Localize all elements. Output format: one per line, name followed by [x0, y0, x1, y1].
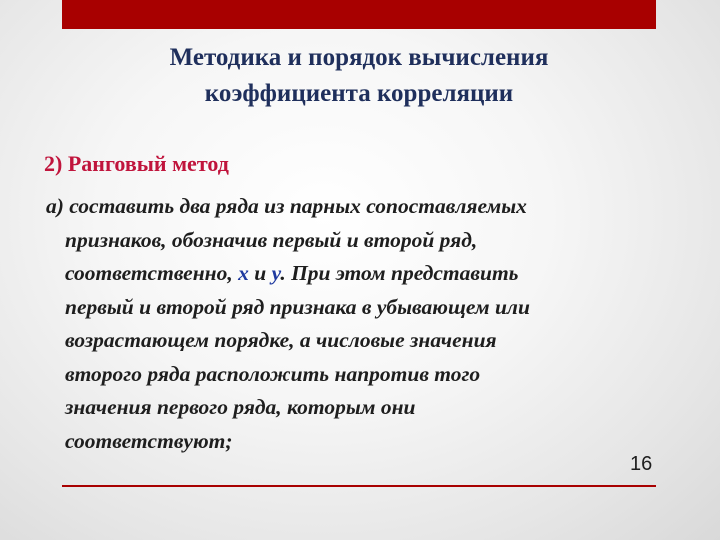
- section-heading: 2) Ранговый метод: [44, 151, 229, 176]
- body-line-8: соответствуют;: [65, 428, 233, 453]
- top-accent-bar: [62, 0, 656, 29]
- body-line-3: [46, 257, 696, 291]
- slide-title-line-1: Методика и порядок вычисления: [169, 44, 549, 71]
- variable-x: x: [238, 261, 249, 285]
- body-line-1: а) составить два ряда из парных сопоставляемых: [46, 194, 527, 218]
- variable-y: y: [271, 261, 281, 285]
- body-line-3-start: соответственно,: [65, 261, 239, 285]
- body-paragraph: [46, 190, 696, 458]
- body-line-7: значения первого ряда, которым они: [65, 395, 416, 419]
- body-line-2: признаков, обозначив первый и второй ряд,: [65, 227, 478, 252]
- body-line-3-end: . При этом представить: [280, 261, 519, 285]
- body-line-5: возрастающем порядке, а числовые значения: [65, 328, 497, 352]
- slide-title-line-2: коэффициента корреляции: [204, 80, 514, 107]
- body-line-6: второго ряда расположить напротив того: [65, 361, 481, 386]
- page-number: 16: [630, 453, 653, 475]
- slide-title: [62, 40, 656, 112]
- body-line-3-middle: и: [248, 261, 272, 285]
- body-line-4: первый и второй ряд признака в убывающем или: [65, 294, 530, 319]
- bottom-divider: [62, 485, 656, 487]
